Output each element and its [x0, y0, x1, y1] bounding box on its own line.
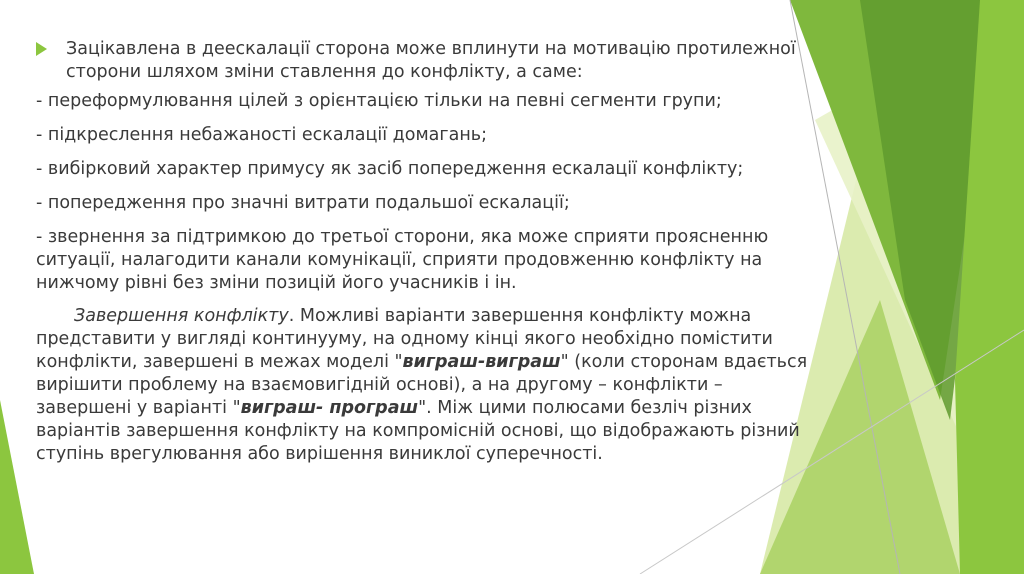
triangle-bullet-icon [36, 42, 47, 56]
bullet-item [36, 38, 816, 84]
list-item: - вибірковий характер примусу як засіб попередження ескалації конфлікту; [36, 159, 744, 179]
paragraph-text-3: ". Між цими полюсами безліч різних варіантів завершення конфлікту на компромісній основі, що відображають різний ступінь врегулювання або вирішення виниклої суперечності. [36, 398, 800, 464]
bullet-text: Зацікавлена в деескалації сторона може вплинути на мотивацію протилежної сторони шляхом зміни ставлення до конфлікту, а саме: [66, 39, 796, 82]
model-win-win: виграш-виграш [402, 352, 561, 372]
slide-content [36, 38, 816, 466]
conclusion-paragraph [36, 305, 816, 466]
paragraph-text-1: . Можливі варіанти завершення конфлікту можна представити у вигляді континууму, на одному кінці якого необхідно помістити конфлікти, завершені в межах моделі " [36, 306, 773, 372]
model-win-lose: виграш- програш [240, 398, 419, 418]
list-item: - підкреслення небажаності ескалації домагань; [36, 125, 487, 145]
left-green-strip [0, 400, 34, 574]
list-item: - звернення за підтримкою до третьої сторони, яка може сприяти проясненню ситуації, налагодити канали комунікації, сприяти продовженню конфлікту на нижчому рівні без зміни позицій його учасників і ін. [36, 227, 769, 293]
list-item: - попередження про значні витрати подальшої ескалації; [36, 193, 570, 213]
list-item: - переформулювання цілей з орієнтацією тільки на певні сегменти групи; [36, 91, 722, 111]
paragraph-heading: Завершення конфлікту [74, 306, 289, 326]
paragraph-text-2: " (коли сторонам вдається вирішити проблему на взаємовигідній основі), а на другому – конфлікти – завершені у варіанті " [36, 352, 808, 418]
